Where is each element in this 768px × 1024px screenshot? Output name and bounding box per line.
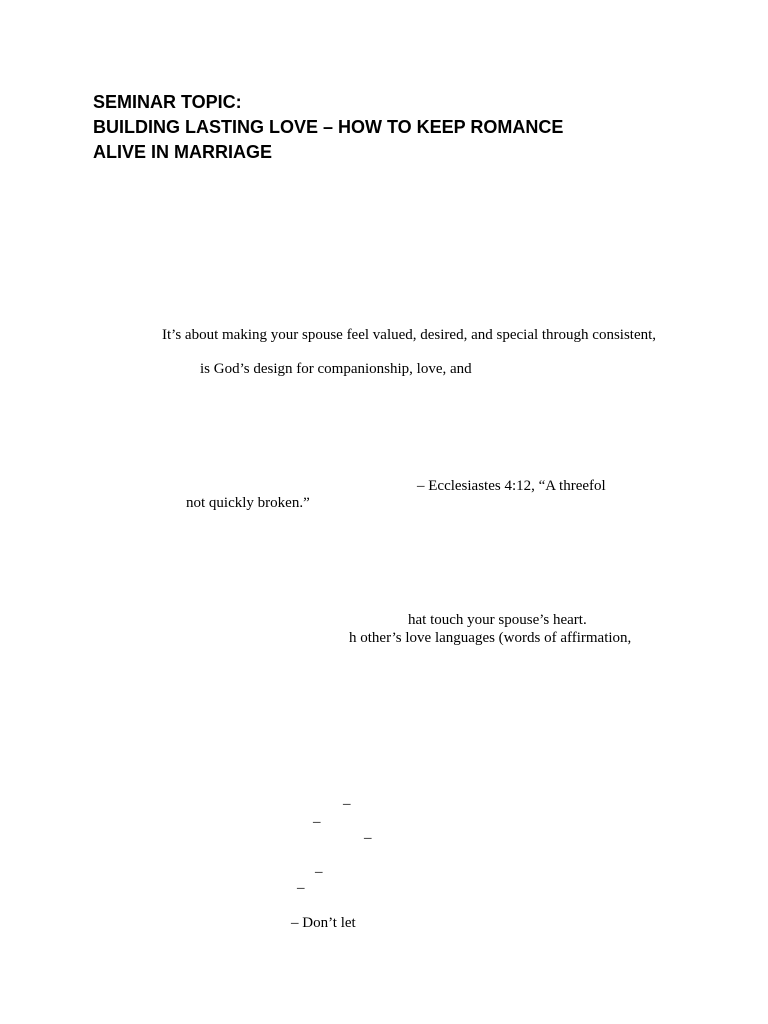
text-fragment-dash: – bbox=[315, 864, 323, 880]
heading-line-3: ALIVE IN MARRIAGE bbox=[93, 142, 273, 162]
text-fragment-scripture-reference: – Ecclesiastes 4:12, “A threefol bbox=[417, 478, 606, 494]
text-fragment-dash: – bbox=[343, 796, 351, 812]
text-fragment-romance-definition: It’s about making your spouse feel valued, desired, and special through consistent, bbox=[162, 327, 657, 343]
text-fragment-gods-design: is God’s design for companionship, love, and bbox=[200, 361, 472, 377]
heading-line-1: SEMINAR TOPIC: bbox=[93, 92, 242, 112]
text-fragment-spouse-heart: hat touch your spouse’s heart. bbox=[408, 612, 587, 628]
text-fragment-scripture-ending: not quickly broken.” bbox=[186, 495, 310, 511]
seminar-heading bbox=[93, 90, 563, 165]
heading-line-2: BUILDING LASTING LOVE – HOW TO KEEP ROMANCE bbox=[93, 117, 564, 137]
text-fragment-dash: – bbox=[297, 880, 305, 896]
text-fragment-dash: – bbox=[313, 814, 321, 830]
text-fragment-love-languages: h other’s love languages (words of affirmation, bbox=[349, 630, 632, 646]
text-fragment-dont-let: – Don’t let bbox=[291, 915, 356, 931]
text-fragment-dash: – bbox=[364, 830, 372, 846]
